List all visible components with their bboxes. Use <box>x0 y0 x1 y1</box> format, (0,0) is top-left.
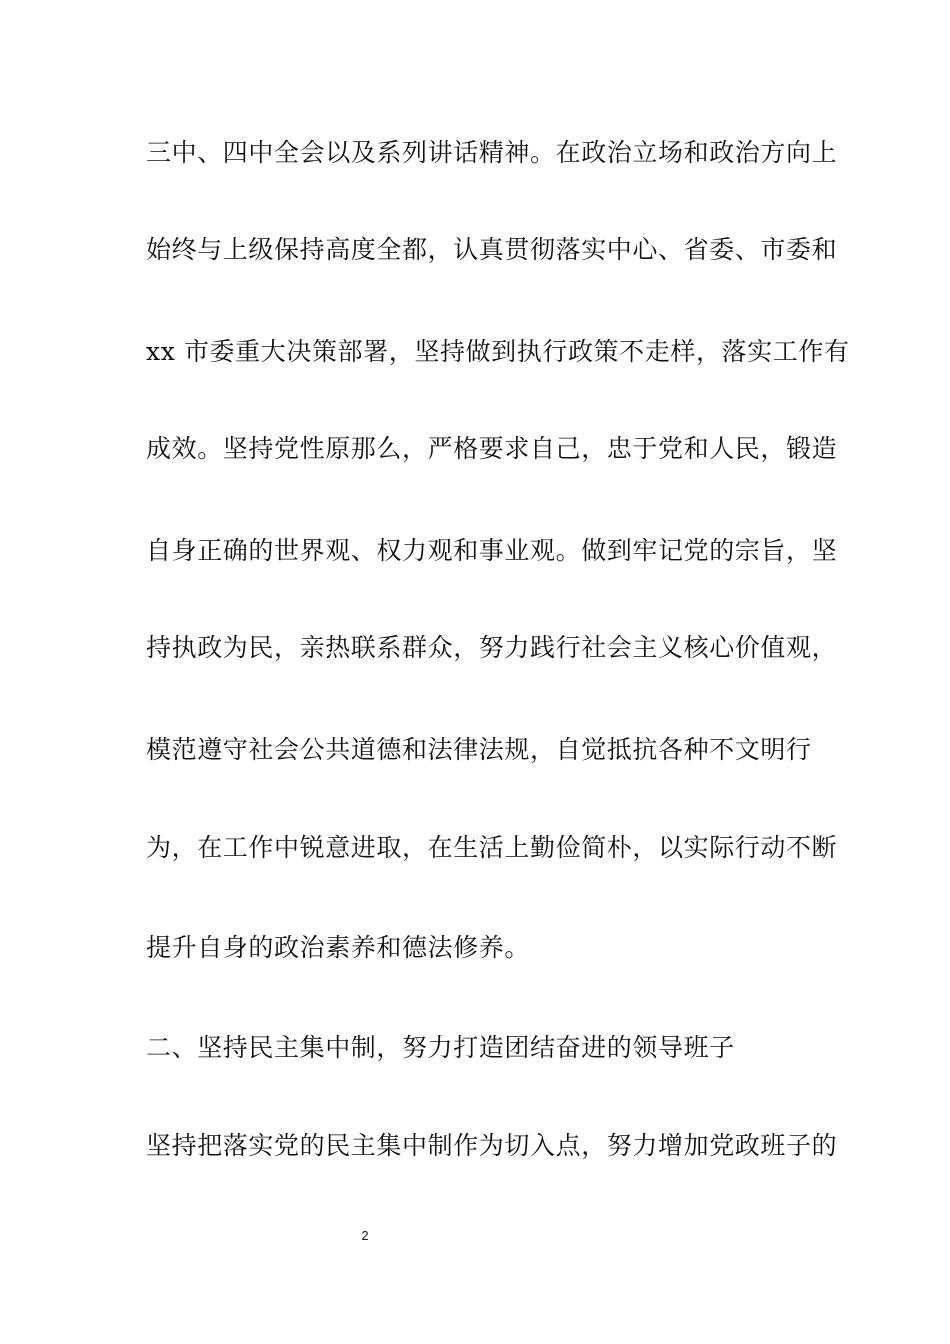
body-line-9: 提升自身的政治素养和德法修养。 <box>146 933 531 962</box>
body-line-6: 持执政为民，亲热联系群众，努力践行社会主义核心价值观， <box>146 633 838 662</box>
body-line-3: xx 市委重大决策部署，坚持做到执行政策不走样，落实工作有 <box>146 337 850 366</box>
body-line-1: 三中、四中全会以及系列讲话精神。在政治立场和政治方向上 <box>146 138 838 167</box>
section-heading: 二、坚持民主集中制，努力打造团结奋进的领导班子 <box>146 1033 735 1062</box>
body-line-5: 自身正确的世界观、权力观和事业观。做到牢记党的宗旨，坚 <box>146 536 838 565</box>
body-line-7: 模范遵守社会公共道德和法律法规，自觉抵抗各种不文明行 <box>146 735 812 764</box>
body-line-4: 成效。坚持党性原那么，严格要求自己，忠于党和人民，锻造 <box>146 434 838 463</box>
body-line-2: 始终与上级保持高度全都，认真贯彻落实中心、省委、市委和 <box>146 235 838 264</box>
page-number: 2 <box>361 1228 369 1243</box>
body-line-8: 为，在工作中锐意进取，在生活上勤俭简朴，以实际行动不断 <box>146 833 838 862</box>
body-line-11: 坚持把落实党的民主集中制作为切入点，努力增加党政班子的 <box>146 1131 838 1160</box>
